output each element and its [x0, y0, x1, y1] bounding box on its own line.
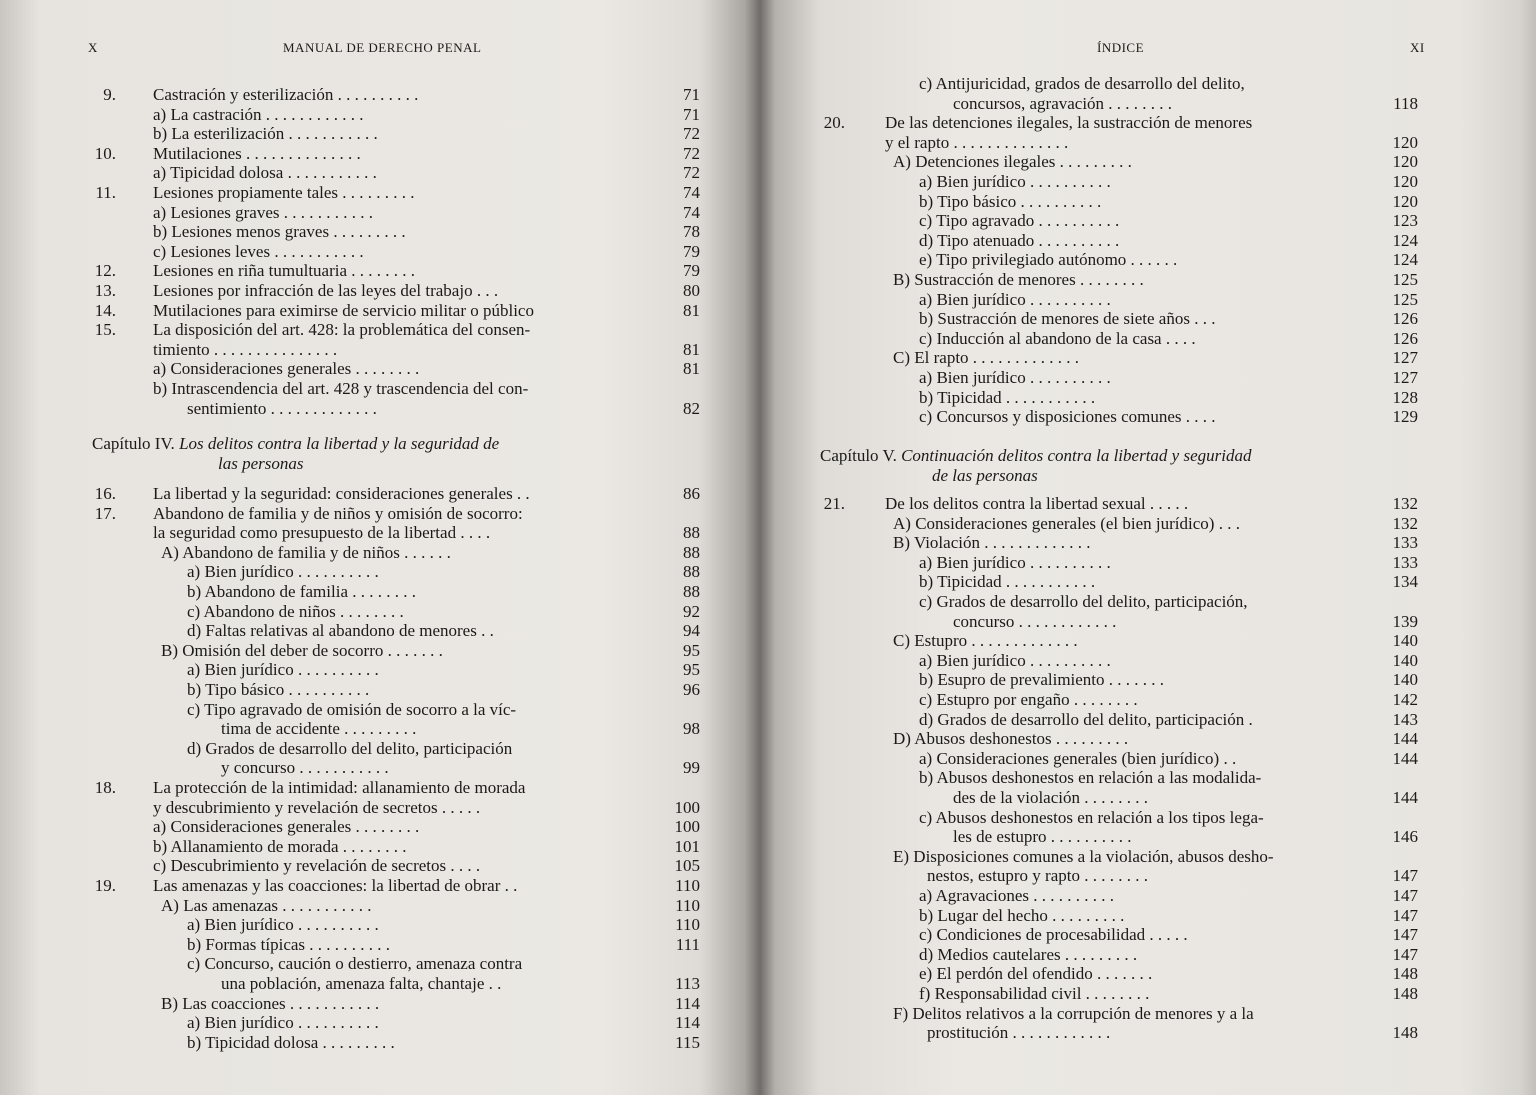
- toc-entry-text: b) Esupro de prevalimiento . . . . . . .: [919, 670, 1165, 690]
- toc-entry-text: B) Omisión del deber de socorro . . . . . . .: [161, 640, 443, 660]
- toc-entry-text: b) Tipo básico . . . . . . . . . .: [187, 680, 370, 699]
- toc-entry-number: 18.: [94, 778, 116, 797]
- toc-entry-text: d) Grados de desarrollo del delito, participación: [187, 738, 513, 758]
- toc-entry-number: 12.: [94, 261, 116, 281]
- toc-entry-page: 101: [674, 836, 700, 856]
- toc-entry-text: a) Bien jurídico . . . . . . . . . .: [187, 660, 379, 680]
- toc-entry-text: a) Agravaciones . . . . . . . . . .: [919, 886, 1114, 905]
- toc-entry-text: a) Lesiones graves . . . . . . . . . . .: [153, 202, 374, 222]
- toc-entry-text: b) Lugar del hecho . . . . . . . . .: [919, 905, 1125, 925]
- toc-entry-text: d) Tipo atenuado . . . . . . . . . .: [919, 230, 1120, 250]
- toc-entry-page: 72: [683, 124, 700, 144]
- toc-entry-text: f) Responsabilidad civil . . . . . . . .: [919, 984, 1150, 1003]
- toc-entry-page: 144: [1392, 788, 1418, 807]
- toc-entry-text: c) Tipo agravado . . . . . . . . . .: [919, 211, 1120, 231]
- toc-entry-page: 82: [683, 398, 700, 418]
- toc-entry-page: 71: [683, 104, 700, 124]
- toc-entry-text: una población, amenaza falta, chantaje . .: [221, 974, 502, 993]
- toc-entry-text: y descubrimiento y revelación de secretos . . . . .: [153, 797, 481, 817]
- toc-entry-text: c) Abusos deshonestos en relación a los tipos lega-: [919, 807, 1264, 827]
- toc-entry-page: 133: [1392, 533, 1418, 553]
- toc-entry-page: 127: [1392, 348, 1418, 368]
- toc-entry-page: 95: [683, 660, 700, 680]
- toc-entry-page: 123: [1392, 211, 1418, 231]
- toc-entry-page: 95: [683, 640, 700, 660]
- running-header-left: MANUAL DE DERECHO PENAL: [283, 40, 482, 55]
- toc-entry-text: La libertad y la seguridad: consideraciones generales . .: [153, 484, 530, 503]
- running-header-right: ÍNDICE: [1097, 40, 1145, 55]
- toc-entry-text: c) Concurso, caución o destierro, amenaza contra: [187, 954, 523, 974]
- toc-entry-text: nestos, estupro y rapto . . . . . . . .: [927, 866, 1148, 886]
- toc-entry-number: 10.: [94, 143, 116, 163]
- toc-entry-text: b) Abandono de familia . . . . . . . .: [187, 582, 416, 601]
- toc-entry-text: les de estupro . . . . . . . . . .: [953, 827, 1132, 847]
- toc-entry-page: 80: [683, 281, 700, 300]
- toc-entry-number: 14.: [94, 300, 116, 320]
- toc-entry-text: a) Bien jurídico . . . . . . . . . .: [919, 552, 1111, 572]
- toc-entry-page: 147: [1392, 944, 1418, 964]
- toc-entry-text: c) Abandono de niños . . . . . . . .: [187, 601, 404, 621]
- toc-entry-page: 144: [1392, 729, 1418, 749]
- toc-entry-text: Mutilaciones para eximirse de servicio militar o público: [153, 300, 534, 320]
- chapter-title-line-2: de las personas: [932, 466, 1038, 485]
- toc-entry-text: a) Tipicidad dolosa . . . . . . . . . . .: [153, 163, 377, 183]
- chapter-title: Continuación delitos contra la libertad y seguridad: [901, 446, 1252, 465]
- chapter-title-continued: [218, 454, 303, 474]
- toc-entry-page: 72: [683, 143, 700, 163]
- left-page: [0, 0, 760, 1095]
- toc-entry-text: d) Medios cautelares . . . . . . . . .: [919, 944, 1138, 964]
- toc-entry-text: b) La esterilización . . . . . . . . . . .: [153, 124, 378, 144]
- toc-entry-page: 128: [1392, 387, 1418, 407]
- toc-entry-text: tima de accidente . . . . . . . . .: [221, 719, 417, 739]
- toc-entry-page: 132: [1392, 494, 1418, 513]
- toc-entry-number: 19.: [94, 876, 116, 895]
- toc-entry-page: 81: [683, 339, 700, 359]
- toc-entry-page: 125: [1392, 289, 1418, 309]
- toc-entry-text: Las amenazas y las coacciones: la libertad de obrar . .: [153, 876, 518, 895]
- toc-entry-page: 129: [1392, 407, 1418, 427]
- toc-entry-page: 105: [674, 856, 700, 876]
- toc-entry-page: 144: [1392, 748, 1418, 768]
- toc-entry-number: 11.: [95, 183, 116, 202]
- toc-entry-page: 143: [1392, 709, 1418, 729]
- toc-entry-text: b) Formas típicas . . . . . . . . . .: [187, 934, 391, 954]
- toc-entry-page: 120: [1392, 172, 1418, 191]
- toc-entry-text: B) Violación . . . . . . . . . . . . .: [893, 533, 1091, 553]
- toc-entry-number: 20.: [823, 113, 845, 133]
- toc-entry-text: a) Bien jurídico . . . . . . . . . .: [919, 172, 1111, 191]
- toc-entry-text: a) Bien jurídico . . . . . . . . . .: [919, 368, 1111, 387]
- toc-entry-text: De los delitos contra la libertad sexual . . . . .: [885, 494, 1189, 513]
- toc-entry-text: F) Delitos relativos a la corrupción de menores y a la: [893, 1003, 1254, 1023]
- toc-entry-text: a) Bien jurídico . . . . . . . . . .: [187, 915, 379, 935]
- toc-entry-text: a) Consideraciones generales (bien jurídico) . .: [919, 748, 1237, 768]
- toc-entry-page: 118: [1393, 93, 1418, 113]
- toc-entry-page: 146: [1392, 827, 1418, 847]
- toc-entry-text: b) Allanamiento de morada . . . . . . . .: [153, 836, 407, 856]
- toc-entry-page: 124: [1392, 250, 1418, 270]
- toc-entry-text: b) Abusos deshonestos en relación a las modalida-: [919, 768, 1262, 788]
- toc-entry-text: c) Grados de desarrollo del delito, participación,: [919, 592, 1248, 611]
- toc-entry-text: b) Tipicidad . . . . . . . . . . .: [919, 387, 1096, 407]
- toc-entry-text: E) Disposiciones comunes a la violación, abusos desho-: [893, 846, 1274, 866]
- toc-entry-text: d) Faltas relativas al abandono de menores . .: [187, 621, 494, 641]
- toc-entry-page: 78: [683, 222, 700, 242]
- toc-entry-page: 110: [675, 895, 700, 915]
- toc-entry-text: e) El perdón del ofendido . . . . . . .: [919, 964, 1153, 984]
- chapter-heading: [92, 434, 499, 454]
- toc-entry-text: b) Tipicidad dolosa . . . . . . . . .: [187, 1032, 395, 1052]
- toc-entry-page: 148: [1392, 984, 1418, 1003]
- toc-entry-page: 94: [683, 621, 700, 641]
- toc-entry-page: 99: [683, 758, 700, 778]
- toc-entry-text: b) Tipo básico . . . . . . . . . .: [919, 191, 1102, 211]
- toc-entry-text: prostitución . . . . . . . . . . . .: [927, 1023, 1111, 1043]
- toc-entry-page: 140: [1392, 670, 1418, 690]
- toc-entry-page: 114: [675, 993, 700, 1013]
- toc-entry-text: a) Bien jurídico . . . . . . . . . .: [187, 1013, 379, 1033]
- toc-entry-text: y el rapto . . . . . . . . . . . . . .: [885, 132, 1069, 152]
- toc-entry-page: 120: [1392, 152, 1418, 172]
- toc-entry-text: Mutilaciones . . . . . . . . . . . . . .: [153, 143, 361, 163]
- toc-entry-text: c) Condiciones de procesabilidad . . . . .: [919, 925, 1188, 945]
- toc-entry-page: 139: [1392, 611, 1418, 631]
- toc-entry-text: a) Bien jurídico . . . . . . . . . .: [919, 289, 1111, 309]
- toc-entry-text: B) Sustracción de menores . . . . . . . .: [893, 270, 1144, 289]
- toc-entry-text: Castración y esterilización . . . . . . . . . .: [153, 85, 419, 104]
- toc-entry-page: 147: [1392, 905, 1418, 925]
- toc-entry-text: Abandono de familia y de niños y omisión de socorro:: [153, 503, 523, 523]
- chapter-label: Capítulo IV.: [92, 434, 175, 453]
- toc-entry-page: 115: [675, 1032, 700, 1052]
- toc-entry-page: 74: [683, 202, 700, 222]
- toc-entry-text: a) Bien jurídico . . . . . . . . . .: [919, 650, 1111, 670]
- toc-entry-page: 86: [683, 484, 700, 503]
- toc-entry-page: 148: [1392, 1023, 1418, 1043]
- toc-entry-page: 81: [683, 300, 700, 320]
- toc-entry-text: A) Las amenazas . . . . . . . . . . .: [161, 895, 372, 915]
- toc-entry-page: 88: [683, 562, 700, 582]
- toc-entry-text: D) Abusos deshonestos . . . . . . . . .: [893, 729, 1129, 749]
- toc-entry-page: 124: [1392, 230, 1418, 250]
- toc-entry-text: y concurso . . . . . . . . . . .: [221, 758, 389, 778]
- toc-entry-page: 79: [683, 261, 700, 281]
- toc-entry-text: Lesiones propiamente tales . . . . . . . . .: [153, 183, 415, 202]
- toc-entry-number: 21.: [823, 494, 845, 513]
- toc-entry-page: 134: [1392, 572, 1418, 592]
- toc-entry-text: concursos, agravación . . . . . . . .: [953, 93, 1173, 113]
- toc-entry-page: 125: [1392, 270, 1418, 289]
- toc-entry-page: 88: [683, 582, 700, 601]
- toc-entry-text: la seguridad como presupuesto de la libertad . . . .: [153, 523, 491, 543]
- toc-entry-page: 92: [683, 601, 700, 621]
- toc-entry-text: d) Grados de desarrollo del delito, participación .: [919, 709, 1253, 729]
- toc-entry-page: 81: [683, 359, 700, 379]
- toc-entry-page: 140: [1392, 631, 1418, 651]
- toc-entry-page: 132: [1392, 513, 1418, 533]
- toc-entry-page: 71: [683, 85, 700, 104]
- chapter-heading: [820, 446, 1251, 466]
- toc-entry-page: 110: [675, 876, 700, 895]
- toc-entry-page: 74: [683, 183, 700, 202]
- toc-entry-text: timiento . . . . . . . . . . . . . . .: [153, 339, 338, 359]
- toc-entry-text: Lesiones por infracción de las leyes del trabajo . . .: [153, 281, 499, 300]
- toc-entry-page: 114: [675, 1013, 700, 1033]
- toc-entry-page: 110: [675, 915, 700, 935]
- toc-entry-page: 126: [1392, 328, 1418, 348]
- toc-entry-text: c) Descubrimiento y revelación de secretos . . . .: [153, 856, 481, 876]
- right-page: [760, 0, 1536, 1095]
- toc-entry-text: c) Antijuricidad, grados de desarrollo del delito,: [919, 74, 1245, 93]
- toc-entry-page: 147: [1392, 925, 1418, 945]
- toc-entry-page: 140: [1392, 650, 1418, 670]
- toc-entry-text: A) Consideraciones generales (el bien jurídico) . . .: [893, 513, 1240, 533]
- toc-entry-text: e) Tipo privilegiado autónomo . . . . . .: [919, 250, 1178, 270]
- toc-entry-number: 16.: [94, 484, 116, 503]
- toc-entry-page: 148: [1392, 964, 1418, 984]
- toc-entry-text: De las detenciones ilegales, la sustracción de menores: [885, 113, 1253, 133]
- toc-entry-page: 72: [683, 163, 700, 183]
- toc-entry-text: c) Tipo agravado de omisión de socorro a la víc-: [187, 699, 517, 719]
- toc-entry-number: 17.: [94, 503, 116, 523]
- toc-entry-text: a) Consideraciones generales . . . . . . . .: [153, 359, 420, 379]
- toc-entry-text: b) Intrascendencia del art. 428 y trascendencia del con-: [153, 379, 529, 398]
- toc-entry-page: 100: [674, 797, 700, 817]
- toc-entry-number: 15.: [94, 320, 116, 340]
- toc-entry-page: 147: [1392, 866, 1418, 886]
- toc-entry-text: c) Estupro por engaño . . . . . . . .: [919, 690, 1138, 709]
- page-number-right: XI: [1410, 40, 1425, 55]
- toc-entry-text: c) Lesiones leves . . . . . . . . . . .: [153, 241, 364, 261]
- toc-entry-page: 147: [1392, 886, 1418, 905]
- toc-entry-page: 127: [1392, 368, 1418, 387]
- toc-entry-page: 113: [675, 974, 700, 993]
- toc-entry-text: B) Las coacciones . . . . . . . . . . .: [161, 993, 380, 1013]
- toc-entry-text: C) El rapto . . . . . . . . . . . . .: [893, 348, 1080, 368]
- toc-entry-text: a) Consideraciones generales . . . . . . . .: [153, 817, 420, 837]
- toc-entry-text: C) Estupro . . . . . . . . . . . . .: [893, 631, 1078, 651]
- page-number-left: X: [88, 40, 98, 55]
- toc-entry-page: 96: [683, 680, 700, 699]
- toc-entry-page: 100: [674, 817, 700, 837]
- chapter-title-continued: [932, 466, 1038, 486]
- toc-entry-page: 133: [1392, 552, 1418, 572]
- toc-entry-text: a) Bien jurídico . . . . . . . . . .: [187, 562, 379, 582]
- toc-entry-page: 79: [683, 241, 700, 261]
- toc-entry-page: 126: [1392, 309, 1418, 329]
- toc-entry-page: 98: [683, 719, 700, 739]
- toc-entry-text: A) Abandono de familia y de niños . . . . . .: [161, 542, 451, 562]
- toc-entry-text: Lesiones en riña tumultuaria . . . . . . . .: [153, 261, 416, 281]
- toc-entry-page: 88: [683, 523, 700, 543]
- chapter-title-line-2: las personas: [218, 454, 304, 473]
- toc-entry-text: b) Lesiones menos graves . . . . . . . . .: [153, 222, 406, 242]
- toc-entry-number: 13.: [94, 281, 116, 300]
- toc-entry-page: 120: [1392, 132, 1418, 152]
- toc-entry-page: 111: [675, 934, 700, 954]
- chapter-title: Los delitos contra la libertad y la seguridad de: [179, 434, 500, 453]
- toc-entry-text: b) Tipicidad . . . . . . . . . . .: [919, 572, 1096, 592]
- toc-entry-text: concurso . . . . . . . . . . . .: [953, 611, 1117, 631]
- toc-entry-text: b) Sustracción de menores de siete años . . .: [919, 309, 1216, 329]
- toc-entry-text: a) La castración . . . . . . . . . . . .: [153, 104, 364, 124]
- toc-entry-text: c) Concursos y disposiciones comunes . . . .: [919, 407, 1216, 427]
- toc-entry-text: c) Inducción al abandono de la casa . . . .: [919, 328, 1196, 348]
- toc-entry-text: La protección de la intimidad: allanamiento de morada: [153, 778, 526, 797]
- toc-entry-text: A) Detenciones ilegales . . . . . . . . .: [893, 152, 1132, 172]
- toc-entry-page: 88: [683, 542, 700, 562]
- toc-entry-text: sentimiento . . . . . . . . . . . . .: [187, 398, 377, 418]
- toc-entry-text: La disposición del art. 428: la problemática del consen-: [153, 320, 531, 340]
- toc-entry-page: 120: [1392, 191, 1418, 211]
- toc-entry-text: des de la violación . . . . . . . .: [953, 788, 1148, 807]
- toc-entry-number: 9.: [103, 85, 116, 104]
- chapter-label: Capítulo V.: [820, 446, 897, 465]
- toc-entry-page: 142: [1392, 690, 1418, 709]
